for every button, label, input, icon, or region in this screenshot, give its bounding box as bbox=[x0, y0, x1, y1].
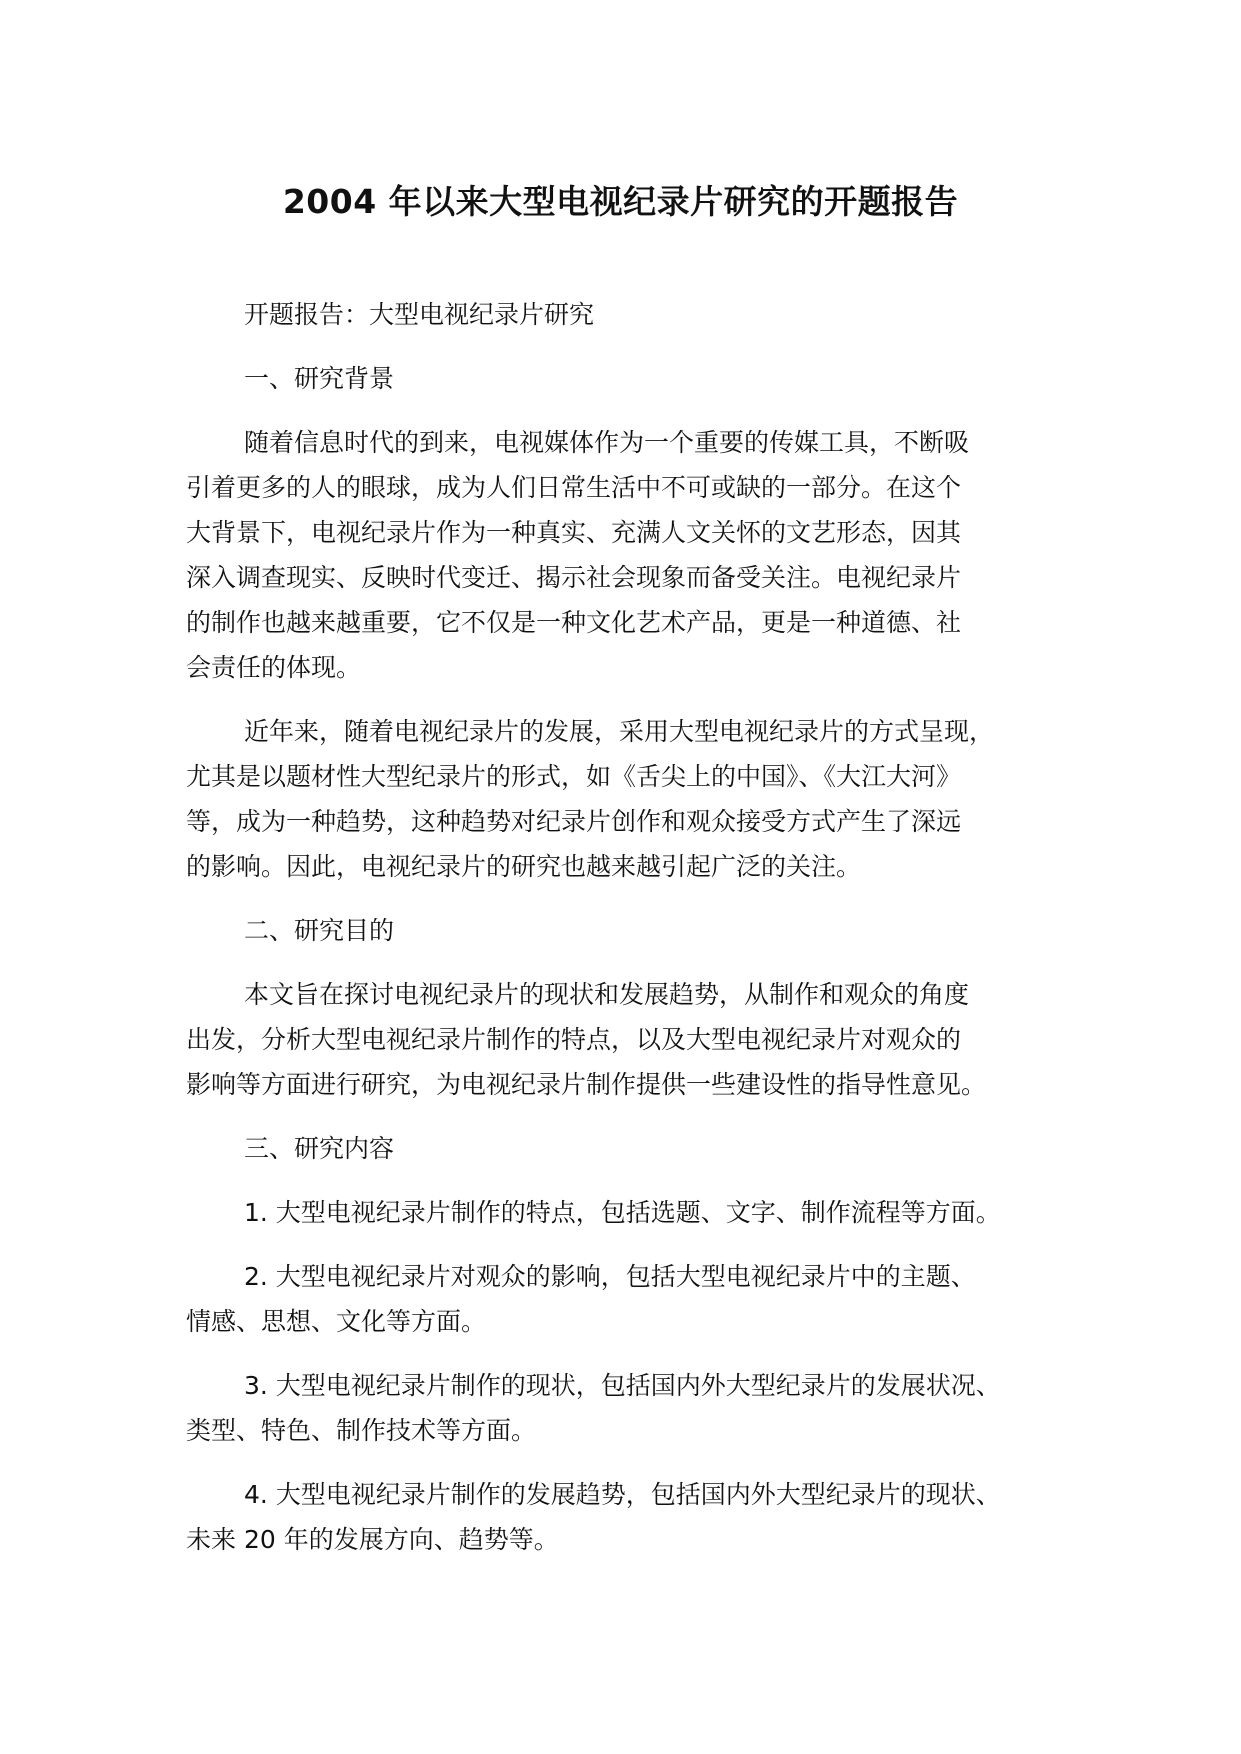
paragraph bbox=[186, 1254, 1066, 1344]
text-line: 尤其是以题材性大型纪录片的形式，如《舌尖上的中国》、《大江大河》 bbox=[186, 762, 962, 791]
paragraph bbox=[186, 356, 1066, 401]
text-line: 影响等方面进行研究，为电视纪录片制作提供一些建设性的指导性意见。 bbox=[186, 1070, 987, 1099]
paragraph bbox=[186, 709, 1066, 889]
text-line: 一、研究背景 bbox=[244, 364, 395, 393]
text-line: 的制作也越来越重要，它不仅是一种文化艺术产品，更是一种道德、社 bbox=[186, 608, 962, 637]
paragraph bbox=[186, 1363, 1066, 1453]
text-line: 情感、思想、文化等方面。 bbox=[186, 1307, 487, 1336]
text-line: 类型、特色、制作技术等方面。 bbox=[186, 1416, 537, 1445]
paragraph bbox=[186, 292, 1066, 337]
text-line: 近年来，随着电视纪录片的发展，采用大型电视纪录片的方式呈现， bbox=[244, 717, 995, 746]
text-line: 未来 20 年的发展方向、趋势等。 bbox=[186, 1525, 559, 1554]
text-line: 深入调查现实、反映时代变迁、揭示社会现象而备受关注。电视纪录片 bbox=[186, 563, 962, 592]
text-line: 本文旨在探讨电视纪录片的现状和发展趋势，从制作和观众的角度 bbox=[244, 980, 970, 1009]
text-line: 的影响。因此，电视纪录片的研究也越来越引起广泛的关注。 bbox=[186, 852, 862, 881]
paragraph bbox=[186, 420, 1066, 690]
paragraph bbox=[186, 972, 1066, 1107]
document-title: 2004 年以来大型电视纪录片研究的开题报告 bbox=[282, 182, 959, 221]
text-line: 3. 大型电视纪录片制作的现状，包括国内外大型纪录片的发展状况、 bbox=[244, 1371, 1001, 1400]
paragraph bbox=[186, 1190, 1066, 1235]
text-line: 2. 大型电视纪录片对观众的影响，包括大型电视纪录片中的主题、 bbox=[244, 1262, 976, 1291]
text-line: 随着信息时代的到来，电视媒体作为一个重要的传媒工具，不断吸 bbox=[244, 428, 970, 457]
text-line: 二、研究目的 bbox=[244, 916, 395, 945]
text-line: 出发，分析大型电视纪录片制作的特点，以及大型电视纪录片对观众的 bbox=[186, 1025, 962, 1054]
text-line: 1. 大型电视纪录片制作的特点，包括选题、文字、制作流程等方面。 bbox=[244, 1198, 1001, 1227]
text-line: 等，成为一种趋势，这种趋势对纪录片创作和观众接受方式产生了深远 bbox=[186, 807, 962, 836]
text-line: 引着更多的人的眼球，成为人们日常生活中不可或缺的一部分。在这个 bbox=[186, 473, 962, 502]
text-line: 会责任的体现。 bbox=[186, 653, 362, 682]
document-body bbox=[186, 292, 1066, 1581]
text-line: 开题报告：大型电视纪录片研究 bbox=[244, 300, 595, 329]
paragraph bbox=[186, 1126, 1066, 1171]
text-line: 大背景下，电视纪录片作为一种真实、充满人文关怀的文艺形态，因其 bbox=[186, 518, 962, 547]
paragraph bbox=[186, 908, 1066, 953]
paragraph bbox=[186, 1472, 1066, 1562]
text-line: 4. 大型电视纪录片制作的发展趋势，包括国内外大型纪录片的现状、 bbox=[244, 1480, 1001, 1509]
text-line: 三、研究内容 bbox=[244, 1134, 395, 1163]
